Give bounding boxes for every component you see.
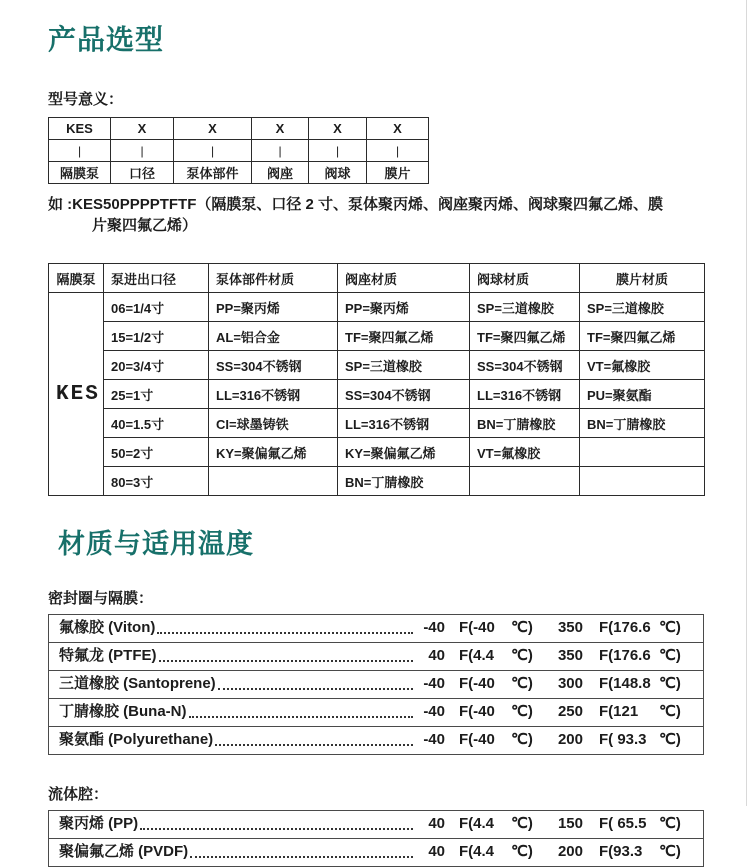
table-cell: 20=3/4寸 xyxy=(104,351,209,380)
material-name: 丁腈橡胶 (Buna-N) xyxy=(59,703,187,720)
table-cell: 隔膜泵 xyxy=(49,162,111,184)
table-cell: PU=聚氨酯 xyxy=(580,380,705,409)
max-temp-c: F(121 xyxy=(599,703,639,720)
table-cell xyxy=(470,467,580,496)
min-temp-c: F(-40 xyxy=(459,703,495,720)
column-header: 阀座材质 xyxy=(338,264,470,293)
table-cell: 阀球 xyxy=(309,162,367,184)
table-cell: VT=氟橡胶 xyxy=(580,351,705,380)
table-cell: X xyxy=(367,118,429,140)
min-temp-unit: ℃) xyxy=(511,815,533,832)
table-cell xyxy=(580,438,705,467)
table-cell: CI=球墨铸铁 xyxy=(209,409,338,438)
fluid-chamber-label: 流体腔： xyxy=(48,786,109,803)
min-temp-unit: ℃) xyxy=(511,647,533,664)
table-row xyxy=(49,162,429,184)
material-name: 特氟龙 (PTFE) xyxy=(59,647,157,664)
temp-row xyxy=(48,699,704,727)
table-row xyxy=(49,140,429,162)
temp-row xyxy=(48,839,704,867)
max-temp-unit: ℃) xyxy=(659,675,681,692)
table-row xyxy=(49,322,705,351)
table-cell: LL=316不锈钢 xyxy=(338,409,470,438)
dotted-leader xyxy=(159,660,414,662)
material-name: 聚偏氟乙烯 (PVDF) xyxy=(59,843,189,860)
connector-cell: | xyxy=(174,140,252,162)
max-temp-unit: ℃) xyxy=(659,815,681,832)
min-temp-c: F(-40 xyxy=(459,675,495,692)
max-temp-f: 300 xyxy=(557,675,583,692)
table-cell: 25=1寸 xyxy=(104,380,209,409)
table-cell: 泵体部件 xyxy=(174,162,252,184)
table-row xyxy=(49,438,705,467)
max-temp-f: 200 xyxy=(557,731,583,748)
connector-cell: | xyxy=(111,140,174,162)
temp-row xyxy=(48,615,704,643)
max-temp-unit: ℃) xyxy=(659,647,681,664)
max-temp-c: F( 93.3 xyxy=(599,731,647,748)
material-name: 三道橡胶 (Santoprene) xyxy=(59,675,216,692)
table-cell: AL=铝合金 xyxy=(209,322,338,351)
table-row xyxy=(49,118,429,140)
table-cell: BN=丁腈橡胶 xyxy=(580,409,705,438)
max-temp-c: F(176.6 xyxy=(599,619,651,636)
table-cell: TF=聚四氟乙烯 xyxy=(338,322,470,351)
table-cell: KY=聚偏氟乙烯 xyxy=(209,438,338,467)
table-cell: LL=316不锈钢 xyxy=(209,380,338,409)
table-cell: X xyxy=(111,118,174,140)
connector-cell: | xyxy=(309,140,367,162)
fluid-temperature-table xyxy=(48,810,704,867)
min-temp-c: F(4.4 xyxy=(459,647,495,664)
dotted-leader xyxy=(157,632,413,634)
table-header-row xyxy=(49,264,705,293)
column-header: 隔膜泵 xyxy=(49,264,104,293)
temp-row xyxy=(48,643,704,671)
dotted-leader xyxy=(189,716,414,718)
table-cell: 15=1/2寸 xyxy=(104,322,209,351)
min-temp-c: F(4.4 xyxy=(459,843,495,860)
max-temp-f: 350 xyxy=(557,647,583,664)
series-name-cell: KES xyxy=(49,293,104,496)
table-cell: KY=聚偏氟乙烯 xyxy=(338,438,470,467)
material-name: 氟橡胶 (Viton) xyxy=(59,619,156,636)
max-temp-f: 350 xyxy=(557,619,583,636)
example-line-2: 片聚四氟乙烯） xyxy=(92,217,198,234)
min-temp-f: -40 xyxy=(423,731,445,748)
connector-cell: | xyxy=(252,140,309,162)
table-cell: 阀座 xyxy=(252,162,309,184)
model-example-text xyxy=(48,194,704,236)
table-cell: KES xyxy=(49,118,111,140)
dotted-leader xyxy=(218,688,413,690)
material-name: 聚氨酯 (Polyurethane) xyxy=(59,731,214,748)
table-cell: SP=三道橡胶 xyxy=(338,351,470,380)
max-temp-unit: ℃) xyxy=(659,619,681,636)
table-cell xyxy=(580,467,705,496)
dotted-leader xyxy=(140,828,413,830)
table-cell: BN=丁腈橡胶 xyxy=(470,409,580,438)
max-temp-c: F( 65.5 xyxy=(599,815,647,832)
min-temp-c: F(4.4 xyxy=(459,815,495,832)
min-temp-f: 40 xyxy=(428,647,445,664)
table-cell: VT=氟橡胶 xyxy=(470,438,580,467)
table-cell: 口径 xyxy=(111,162,174,184)
max-temp-c: F(93.3 xyxy=(599,843,643,860)
table-cell: 膜片 xyxy=(367,162,429,184)
table-cell: SS=304不锈钢 xyxy=(209,351,338,380)
table-cell: X xyxy=(252,118,309,140)
max-temp-unit: ℃) xyxy=(659,731,681,748)
min-temp-unit: ℃) xyxy=(511,675,533,692)
table-cell: X xyxy=(174,118,252,140)
seal-diaphragm-label: 密封圈与隔膜： xyxy=(48,590,154,607)
connector-cell: | xyxy=(367,140,429,162)
example-line-1: 如 :KES50PPPPTFTF（隔膜泵、口径 2 寸、泵体聚丙烯、阀座聚丙烯、阀球聚四氟乙烯、膜 xyxy=(48,196,664,213)
column-header: 阀球材质 xyxy=(470,264,580,293)
table-cell: 40=1.5寸 xyxy=(104,409,209,438)
min-temp-f: -40 xyxy=(423,675,445,692)
page-right-edge xyxy=(746,0,747,806)
table-cell: SP=三道橡胶 xyxy=(580,293,705,322)
min-temp-unit: ℃) xyxy=(511,703,533,720)
connector-cell: | xyxy=(49,140,111,162)
table-cell: 06=1/4寸 xyxy=(104,293,209,322)
max-temp-c: F(148.8 xyxy=(599,675,651,692)
table-cell: TF=聚四氟乙烯 xyxy=(470,322,580,351)
min-temp-c: F(-40 xyxy=(459,731,495,748)
temp-row xyxy=(48,671,704,699)
min-temp-f: 40 xyxy=(428,843,445,860)
temp-row xyxy=(48,727,704,755)
table-cell: BN=丁腈橡胶 xyxy=(338,467,470,496)
max-temp-f: 150 xyxy=(557,815,583,832)
dotted-leader xyxy=(215,744,413,746)
table-row xyxy=(49,467,705,496)
min-temp-unit: ℃) xyxy=(511,731,533,748)
table-cell: TF=聚四氟乙烯 xyxy=(580,322,705,351)
min-temp-unit: ℃) xyxy=(511,619,533,636)
seal-temperature-table xyxy=(48,614,704,755)
max-temp-unit: ℃) xyxy=(659,843,681,860)
column-header: 膜片材质 xyxy=(580,264,705,293)
column-header: 泵进出口径 xyxy=(104,264,209,293)
table-cell: SS=304不锈钢 xyxy=(470,351,580,380)
table-cell: X xyxy=(309,118,367,140)
table-cell xyxy=(209,467,338,496)
min-temp-unit: ℃) xyxy=(511,843,533,860)
table-cell: PP=聚丙烯 xyxy=(209,293,338,322)
table-cell: PP=聚丙烯 xyxy=(338,293,470,322)
table-cell: 50=2寸 xyxy=(104,438,209,467)
table-cell: LL=316不锈钢 xyxy=(470,380,580,409)
table-row xyxy=(49,380,705,409)
material-name: 聚丙烯 (PP) xyxy=(59,815,139,832)
temperature-section-title: 材质与适用温度 xyxy=(58,529,254,559)
min-temp-f: 40 xyxy=(428,815,445,832)
table-cell: SS=304不锈钢 xyxy=(338,380,470,409)
model-meaning-label: 型号意义： xyxy=(48,91,124,108)
temp-row xyxy=(48,811,704,839)
table-row xyxy=(49,351,705,380)
min-temp-f: -40 xyxy=(423,703,445,720)
column-header: 泵体部件材质 xyxy=(209,264,338,293)
min-temp-f: -40 xyxy=(423,619,445,636)
dotted-leader xyxy=(190,856,413,858)
max-temp-f: 250 xyxy=(557,703,583,720)
material-selection-table xyxy=(48,263,705,496)
table-row xyxy=(49,409,705,438)
max-temp-c: F(176.6 xyxy=(599,647,651,664)
table-row xyxy=(49,293,705,322)
table-cell: 80=3寸 xyxy=(104,467,209,496)
page-title: 产品选型 xyxy=(48,24,165,55)
model-code-table xyxy=(48,117,429,184)
max-temp-unit: ℃) xyxy=(659,703,681,720)
max-temp-f: 200 xyxy=(557,843,583,860)
table-cell: SP=三道橡胶 xyxy=(470,293,580,322)
min-temp-c: F(-40 xyxy=(459,619,495,636)
